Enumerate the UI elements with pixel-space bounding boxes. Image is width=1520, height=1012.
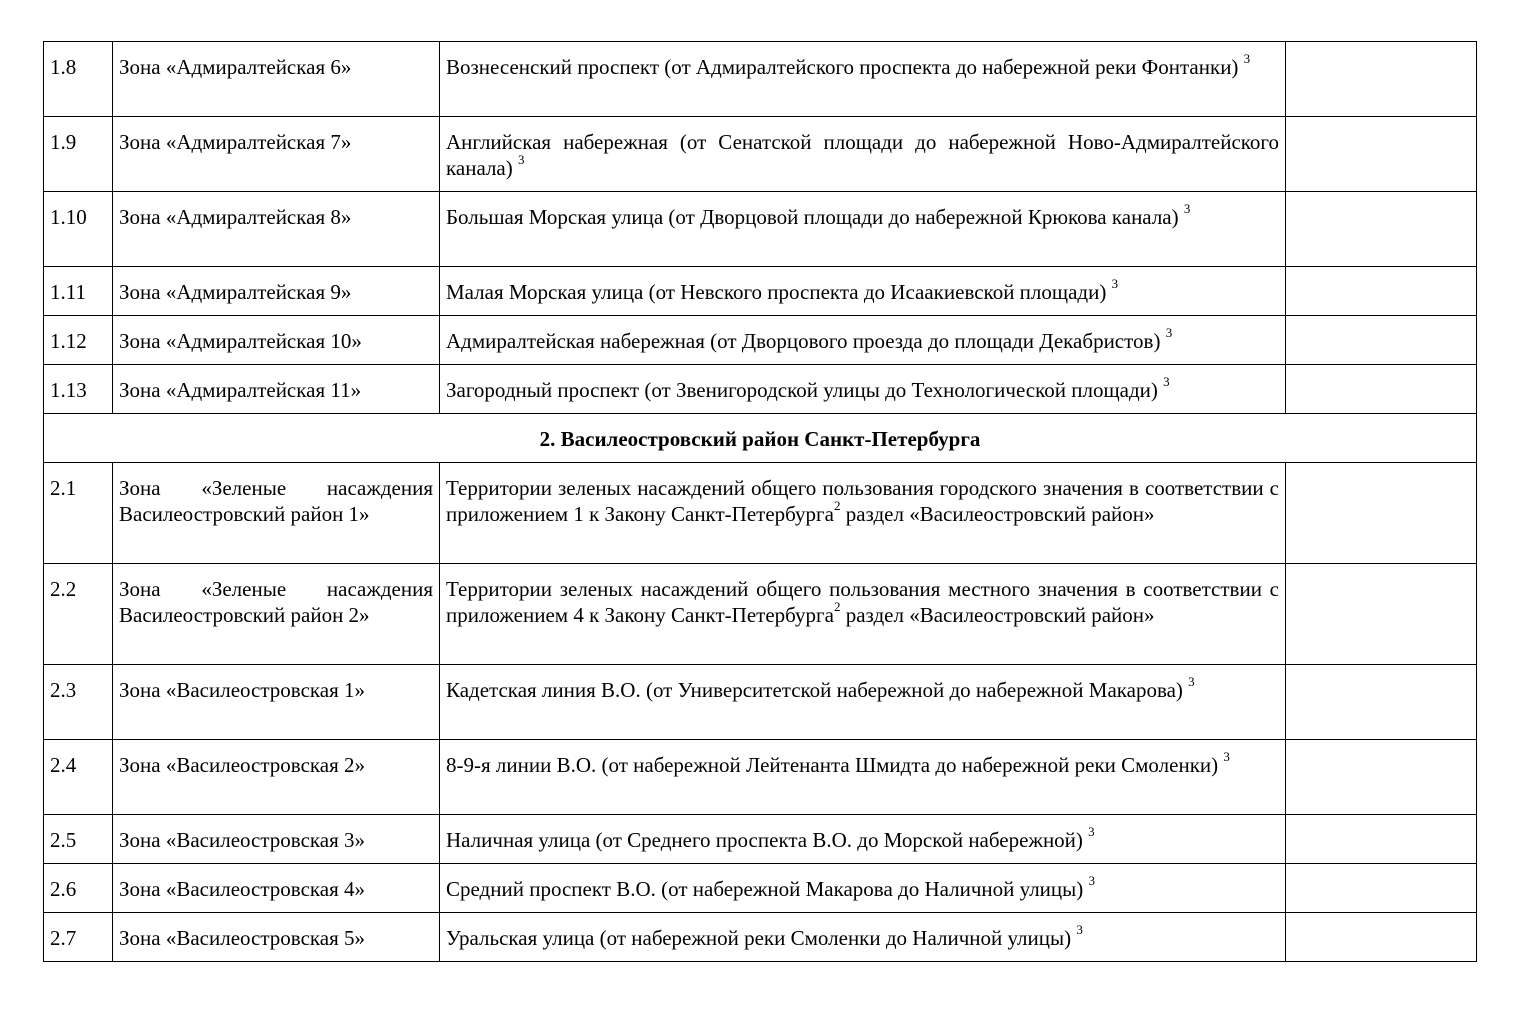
description-text: Большая Морская улица (от Дворцовой площади до набережной Крюкова канала) (446, 205, 1179, 229)
description-text: Средний проспект В.О. (от набережной Макарова до Наличной улицы) (446, 877, 1084, 901)
notes-cell (1286, 665, 1477, 740)
description-text: Загородный проспект (от Звенигородской улицы до Технологической площади) (446, 378, 1158, 402)
row-number: 2.6 (44, 864, 113, 913)
footnote-ref: 2 (833, 498, 841, 513)
zone-description (440, 665, 1286, 740)
description-text-tail: раздел «Василеостровский район» (840, 603, 1155, 627)
notes-cell (1286, 117, 1477, 192)
zone-description (440, 564, 1286, 665)
footnote-ref: 3 (1111, 276, 1119, 291)
zone-name: Зона «Василеостровская 2» (113, 740, 440, 815)
row-number: 2.1 (44, 463, 113, 564)
zone-name: Зона «Василеостровская 5» (113, 913, 440, 962)
description-text: Территории зеленых насаждений общего пользования городского значения в соответствии с приложением 1 к Закону Санкт-Петербурга (446, 476, 1279, 526)
zone-name: Зона «Зеленые насаждения Василеостровский район 1» (113, 463, 440, 564)
table-row (44, 564, 1477, 665)
notes-cell (1286, 564, 1477, 665)
zone-description (440, 463, 1286, 564)
table-row (44, 913, 1477, 962)
description-text: 8-9-я линии В.О. (от набережной Лейтенанта Шмидта до набережной реки Смоленки) (446, 753, 1219, 777)
row-number: 1.11 (44, 267, 113, 316)
footnote-ref: 3 (1183, 201, 1191, 216)
description-text: Кадетская линия В.О. (от Университетской набережной до набережной Макарова) (446, 678, 1183, 702)
zone-name: Зона «Адмиралтейская 7» (113, 117, 440, 192)
notes-cell (1286, 365, 1477, 414)
row-number: 1.8 (44, 42, 113, 117)
zone-description (440, 365, 1286, 414)
description-text: Малая Морская улица (от Невского проспекта до Исаакиевской площади) (446, 280, 1107, 304)
zone-name: Зона «Адмиралтейская 8» (113, 192, 440, 267)
zone-name: Зона «Адмиралтейская 11» (113, 365, 440, 414)
notes-cell (1286, 463, 1477, 564)
section-title: 2. Василеостровский район Санкт-Петербурга (44, 414, 1477, 463)
table-row (44, 316, 1477, 365)
footnote-ref: 3 (1088, 873, 1096, 888)
footnote-ref: 3 (518, 152, 525, 167)
notes-cell (1286, 192, 1477, 267)
table-row (44, 267, 1477, 316)
row-number: 1.10 (44, 192, 113, 267)
table-row (44, 42, 1477, 117)
footnote-ref: 3 (1076, 922, 1083, 937)
notes-cell (1286, 267, 1477, 316)
footnote-ref: 3 (1163, 374, 1170, 389)
notes-cell (1286, 864, 1477, 913)
table-row (44, 864, 1477, 913)
description-text-tail: раздел «Василеостровский район» (840, 502, 1155, 526)
footnote-ref: 3 (1243, 51, 1251, 66)
description-text: Английская набережная (от Сенатской площади до набережной Ново-Адмиралтейского канала) (446, 130, 1279, 180)
zone-description (440, 815, 1286, 864)
description-text: Территории зеленых насаждений общего пользования местного значения в соответствии с приложением 4 к Закону Санкт-Петербурга (446, 577, 1279, 627)
zone-name: Зона «Адмиралтейская 9» (113, 267, 440, 316)
zones-table (43, 41, 1477, 962)
footnote-ref: 3 (1088, 824, 1095, 839)
zone-description (440, 117, 1286, 192)
zone-name: Зона «Василеостровская 1» (113, 665, 440, 740)
description-text: Вознесенский проспект (от Адмиралтейского проспекта до набережной реки Фонтанки) (446, 55, 1239, 79)
table-row (44, 740, 1477, 815)
zone-description (440, 740, 1286, 815)
description-text: Адмиралтейская набережная (от Дворцового проезда до площади Декабристов) (446, 329, 1161, 353)
footnote-ref: 3 (1165, 325, 1173, 340)
section-header-row (44, 414, 1477, 463)
row-number: 1.9 (44, 117, 113, 192)
zone-description (440, 42, 1286, 117)
row-number: 2.4 (44, 740, 113, 815)
row-number: 2.3 (44, 665, 113, 740)
notes-cell (1286, 913, 1477, 962)
row-number: 1.12 (44, 316, 113, 365)
table-row (44, 365, 1477, 414)
table-row (44, 117, 1477, 192)
notes-cell (1286, 815, 1477, 864)
table-row (44, 815, 1477, 864)
zone-name: Зона «Василеостровская 4» (113, 864, 440, 913)
row-number: 2.2 (44, 564, 113, 665)
zone-name: Зона «Василеостровская 3» (113, 815, 440, 864)
footnote-ref: 3 (1223, 749, 1230, 764)
description-text: Уральская улица (от набережной реки Смоленки до Наличной улицы) (446, 926, 1072, 950)
zone-name: Зона «Зеленые насаждения Василеостровский район 2» (113, 564, 440, 665)
footnote-ref: 3 (1188, 674, 1195, 689)
notes-cell (1286, 740, 1477, 815)
table-row (44, 665, 1477, 740)
row-number: 2.5 (44, 815, 113, 864)
footnote-ref: 2 (833, 599, 841, 614)
zone-description (440, 864, 1286, 913)
row-number: 2.7 (44, 913, 113, 962)
zone-name: Зона «Адмиралтейская 10» (113, 316, 440, 365)
zone-name: Зона «Адмиралтейская 6» (113, 42, 440, 117)
table-row (44, 463, 1477, 564)
description-text: Наличная улица (от Среднего проспекта В.О. до Морской набережной) (446, 828, 1083, 852)
zone-description (440, 913, 1286, 962)
zone-description (440, 316, 1286, 365)
zone-description (440, 267, 1286, 316)
zone-description (440, 192, 1286, 267)
notes-cell (1286, 42, 1477, 117)
table-row (44, 192, 1477, 267)
notes-cell (1286, 316, 1477, 365)
row-number: 1.13 (44, 365, 113, 414)
